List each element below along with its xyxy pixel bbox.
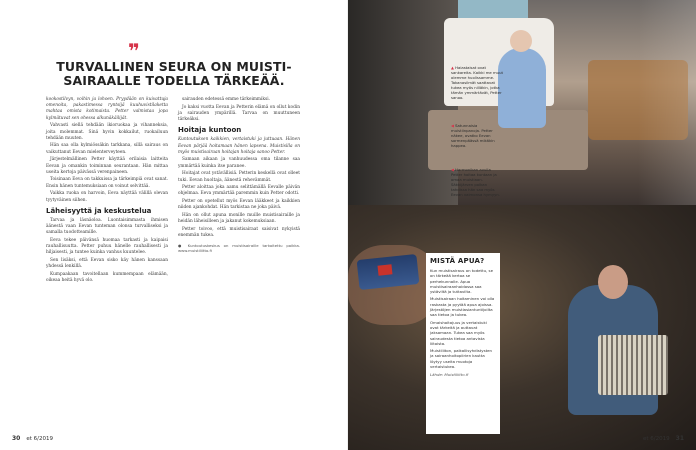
body-paragraph: Toisinaan Eeva on takkuissa ja tärkeimpiä ovat sanat. Ensin hänen tuntemuksiaan on voinut selvittää. [46,177,168,189]
body-paragraph: sairauden edetessä emme tärkeimmiksi. [182,97,270,102]
photo-person [498,48,546,128]
subheading: Hoitaja kuntoon [178,126,242,135]
body-paragraph: Jo kaksi vuotta Eevan ja Petterin elämä on ollut kodin ja sairauden ympärillä. Tarvaa on muuttuneen tärkeäksi. [178,104,300,123]
photo-accordion [598,335,668,395]
caption-text: Satunnaisia muistiinpanoja. Petter näkee, ovatko Eevan sormenpäässä mikäkin happea. [451,123,495,148]
subheading: Läheisyyttä ja keskustelua [46,206,152,215]
body-paragraph: Petter aloittaa joka aamu selittämällä Eevalle päivän ohjelmaa. Eeva ymmärtää paremmin kuin Petter odotti. [178,185,300,197]
photo-accordion-player [348,205,696,450]
photo-person-head [510,30,532,52]
photo-oximeter-display [378,264,393,275]
photo-wall [348,0,458,205]
pullquote: TURVALLINEN SEURA ON MUISTI-SAIRAALLE TODELLA TÄRKEÄÄ. [56,59,292,88]
sidebar-title: MISTÄ APUA? [430,257,485,265]
text-column-1 [46,97,168,286]
body-paragraph: Kuntoutuksen kaikkien, vertaistuki ja juttuaan. Hänen Eevan pärjää hoitamaan hänen lapsena. Muistisilla on myös muistisairaan hoitajan hoitaja sanoo Petter. [178,137,300,155]
body-paragraph: Tarvaa ja läsnäoloa. Luontaisimmasta ihmisen äänestä vaan Eevan tunteman olonsa turvalliseksi ja samalla tuodotteamille. [46,217,168,236]
body-paragraph: Eeva tekee päivänsä huomaa tarkasti ja kaipaisi rauhallisuutta. Petter puhuu hänelle rauhallisesti ja hiljaisesti, ja tuntee kuinka vanhus kuuntelee. [46,237,168,256]
body-paragraph: Petter on opetellut myös Eevan lääkkeet ja kaikkien niiden ajankohdat. Hän tarkistaa ne joka päivä. [178,199,300,211]
caption-text: Haiastaisat ovat sankareita. Kaikki me muut olemme huolissamme. Takanasilmät saattavat tukea myös nilläkin, jotka tämän ymmärtävät, Petter sanoo. [451,65,503,100]
page-gutter [347,0,349,450]
photo-caption-3 [451,167,501,197]
photo-glare [638,0,696,205]
body-paragraph: Hän on ollut apuna monille muille muistisairaille ja heidän läheisilleen ja jakanut kokemuksiaan. [178,213,300,225]
photo-caption-1 [451,65,503,100]
page-number: 31 [675,435,684,442]
body-paragraph: Järjestelmällinen Petter käyttää erilaisia laitteita Eevan ja omankin toiminnan seurantaan. Hän mittaa useita kertoja päivässä verenpaineen. [46,157,168,175]
caption-arrow-icon: ▲ [451,65,454,70]
pullquote-mark-icon: ❞ [128,39,140,63]
body-paragraph: Vaikka ruoka on harvoin, Eeva näyttää välillä olevan tyytyväinen siihen. [46,191,168,203]
body-paragraph: Hoitajat ovat ystävällisiä. Petterin keskellä ovat olleet tuki. Eevan huoltaja, äänestä rehevämmät. [178,171,300,183]
sidebar-paragraph: Omaishoitajuus ja vertaistuki ovat tärkeitä ja auttavat jaksamaan. Tukea saa myös sairaudesta tietoa antavista liitoista. [430,319,487,346]
body-paragraph: kookostilvyn, voihin ja lohoen. Pryydään on kuivattuja omenoita, pakastimessa ryntsijä kuuhuvistilaketta mahtaa omista kotimaista. Petter valmistaa jopa kylmätuvat sen ohessa alkunäkäilijät. [46,97,168,121]
sidebar-paragraph: Muistiliiton, paikallisyhdistysten ja sairaanhoitopiirien kautta löytyy useita muotoja vertaistukea. [430,348,492,370]
caption-arrow-icon: ◀ [451,123,454,128]
body-paragraph: Kumpaakaan tavoitellaan kummempaan elämään, oikeaa heitä hyvä olo. [46,271,168,284]
sidebar-paragraph: Muistisairaan hoitaminen voi olla raskasta ja pyytää apua ajoissa. Järjestöjen muistiasiantuntijoilta saa tietoa ja tukea. [430,296,495,318]
body-paragraph: Samaan aikaan ja vanhuudessa oma tilanne saa ymmärtää kuinka itse paranee. [178,157,300,169]
sidebar-box [426,253,500,434]
body-paragraph: Sen lisäksi, että Eevan sisko käy hänen kanssaan yhdessä lenkillä. [46,257,168,270]
folio-right [643,435,684,442]
text-column-2 [178,97,300,255]
body-paragraph: Vahvasti siellä tehdään ikioruokaa ja vihanneksia, joita molemmat. Sinä hyvin kokkailut, ruokailuun tehdään muuten. [46,123,168,141]
photo-man-head [598,265,628,299]
body-paragraph: Hän saa olla kylmiössäkin tarkkana, sillä sairaus on vaikuttanut Eevan mielenterveyteen. [46,143,168,155]
page-number: 30 [12,435,21,442]
photo-credit: ● Kuntoutuskeskus on muistisairaille tarkoitettu paikka. www.muistiliitto.fi [178,243,300,254]
body-paragraph: Petter toivoo, että muistisairaat saisivat nykyistä enemmän tukea. [178,226,300,239]
magazine-issue: et 6/2019 [26,436,53,442]
photo-nurse-bedroom [348,0,696,205]
photo-caption-2 [451,123,501,148]
caption-arrow-icon: ◀ [451,167,454,172]
sidebar-paragraph: Kun muistisairaus on todettu, se on tärkeää kertoa se perhekunnalle. Apua muistisairaanhoidossa saa ystäviltä ja tuttavilta. [430,268,493,295]
magazine-issue: et 6/2019 [643,436,670,442]
folio-left [12,435,53,442]
caption-text: Harmonikan avulla Petter hoitaa kuntaan ja omaa muistiaan. Säkkijärven polkan tahdissa hän saa myös Eevan vaimonsa hymyyn. [451,167,500,197]
sidebar-source: Lähde: Muistiliitto.fi [430,372,469,378]
